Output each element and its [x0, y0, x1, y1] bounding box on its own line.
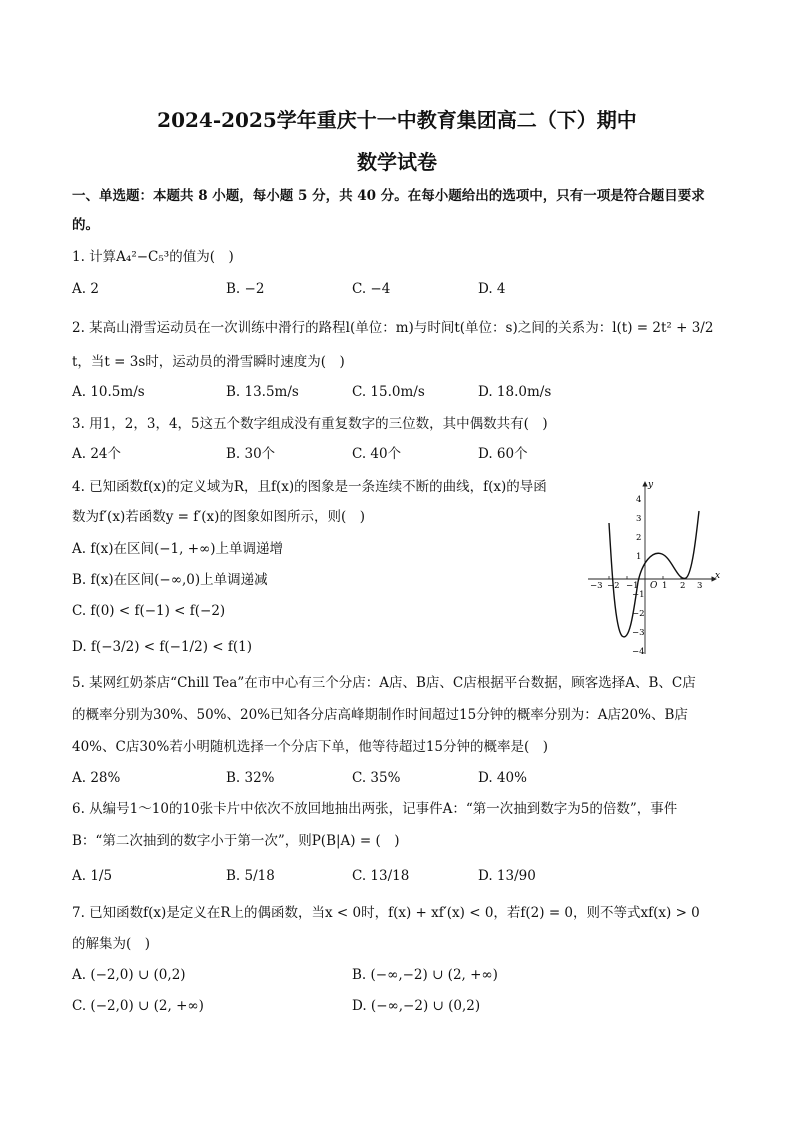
- q1-option-d: D. 4: [478, 281, 506, 297]
- y-tick-label: −3: [632, 628, 645, 638]
- q6-stem-line-1: 6. 从编号1～10的10张卡片中依次不放回地抽出两张，记事件A：“第一次抽到数字为5的倍数”，事件: [72, 801, 678, 817]
- q4-stem-line-1: 4. 已知函数f(x)的定义域为R，且f(x)的图象是一条连续不断的曲线，f(x)的导函: [72, 479, 547, 495]
- q1-option-b: B. −2: [226, 281, 265, 297]
- q5-stem-line-1: 5. 某网红奶茶店“Chill Tea”在市中心有三个分店：A店、B店、C店根据平台数据，顾客选择A、B、C店: [72, 675, 696, 691]
- q4-option-b: B. f(x)在区间(−∞,0)上单调递减: [72, 572, 268, 588]
- q6-option-c: C. 13/18: [352, 868, 410, 884]
- q6-option-d: D. 13/90: [478, 868, 536, 884]
- q3-option-d: D. 60个: [478, 446, 528, 462]
- q6-option-a: A. 1/5: [72, 868, 113, 884]
- q7-option-b: B. (−∞,−2) ∪ (2, +∞): [352, 967, 498, 983]
- y-tick-label: −1: [632, 590, 645, 600]
- y-tick-label: −4: [632, 647, 645, 656]
- x-tick-label: 3: [697, 581, 703, 591]
- q4-stem-line-2: 数为f′(x)若函数y = f′(x)的图象如图所示，则( ): [72, 509, 365, 525]
- y-tick-label: 2: [636, 533, 642, 543]
- q5-stem-line-3: 40%、C店30%若小明随机选择一个分店下单，他等待超过15分钟的概率是( ): [72, 739, 549, 755]
- q5-option-a: A. 28%: [72, 770, 121, 786]
- y-axis-label: y: [648, 480, 654, 490]
- q7-option-c: C. (−2,0) ∪ (2, +∞): [72, 998, 204, 1014]
- derivative-graph-figure: [582, 478, 722, 656]
- q7-option-d: D. (−∞,−2) ∪ (0,2): [352, 998, 481, 1014]
- x-tick-label: −3: [590, 581, 603, 591]
- q2-option-c: C. 15.0m/s: [352, 384, 425, 400]
- q2-stem-line-2: t，当t = 3s时，运动员的滑雪瞬时速度为( ): [72, 354, 345, 370]
- q3-stem: 3. 用1，2，3，4，5这五个数字组成没有重复数字的三位数，其中偶数共有( ): [72, 416, 548, 432]
- q3-option-a: A. 24个: [72, 446, 122, 462]
- q4-option-a: A. f(x)在区间(−1, +∞)上单调递增: [72, 541, 284, 557]
- q1-option-a: A. 2: [72, 281, 99, 297]
- q7-option-a: A. (−2,0) ∪ (0,2): [72, 967, 186, 983]
- q7-stem-line-2: 的解集为( ): [72, 936, 151, 952]
- q1-option-c: C. −4: [352, 281, 391, 297]
- q5-option-d: D. 40%: [478, 770, 527, 786]
- q2-option-a: A. 10.5m/s: [72, 384, 145, 400]
- y-tick-label: −2: [632, 609, 645, 619]
- q5-stem-line-2: 的概率分别为30%、50%、20%已知各分店高峰期制作时间超过15分钟的概率分别为：A店20%、B店: [72, 707, 688, 723]
- q3-option-b: B. 30个: [226, 446, 276, 462]
- q2-option-b: B. 13.5m/s: [226, 384, 299, 400]
- q6-stem-line-2: B：“第二次抽到的数字小于第一次”，则P(B|A) = ( ): [72, 833, 400, 849]
- exam-title: 2024-2025学年重庆十一中教育集团高二（下）期中: [157, 108, 637, 132]
- x-tick-label: −1: [626, 581, 639, 591]
- section-intro-line-2: 的。: [72, 217, 99, 233]
- q5-option-c: C. 35%: [352, 770, 401, 786]
- q4-option-d: D. f(−3/2) < f(−1/2) < f(1): [72, 639, 252, 655]
- y-tick-label: 3: [636, 514, 642, 524]
- x-tick-label: −2: [607, 581, 620, 591]
- q4-option-c: C. f(0) < f(−1) < f(−2): [72, 603, 226, 619]
- origin-label: O: [650, 581, 658, 591]
- section-intro-line-1: 一、单选题：本题共 8 小题，每小题 5 分，共 40 分。在每小题给出的选项中，只有一项是符合题目要求: [72, 188, 705, 204]
- q1-stem: 1. 计算A₄²−C₅³的值为( ): [72, 249, 234, 265]
- q6-option-b: B. 5/18: [226, 868, 275, 884]
- x-axis-label: x: [715, 571, 721, 581]
- y-tick-label: 1: [636, 552, 642, 562]
- x-tick-label: 2: [680, 581, 686, 591]
- derivative-curve: [609, 511, 699, 637]
- q2-stem-line-1: 2. 某高山滑雪运动员在一次训练中滑行的路程l(单位：m)与时间t(单位：s)之间的关系为：l(t) = 2t² + 3/2: [72, 320, 714, 336]
- exam-subtitle: 数学试卷: [357, 150, 437, 174]
- y-tick-label: 4: [636, 495, 642, 505]
- q3-option-c: C. 40个: [352, 446, 402, 462]
- q7-stem-line-1: 7. 已知函数f(x)是定义在R上的偶函数，当x < 0时，f(x) + xf′(x) < 0，若f(2) = 0，则不等式xf(x) > 0: [72, 905, 700, 921]
- q5-option-b: B. 32%: [226, 770, 275, 786]
- x-tick-label: 1: [662, 581, 668, 591]
- q2-option-d: D. 18.0m/s: [478, 384, 552, 400]
